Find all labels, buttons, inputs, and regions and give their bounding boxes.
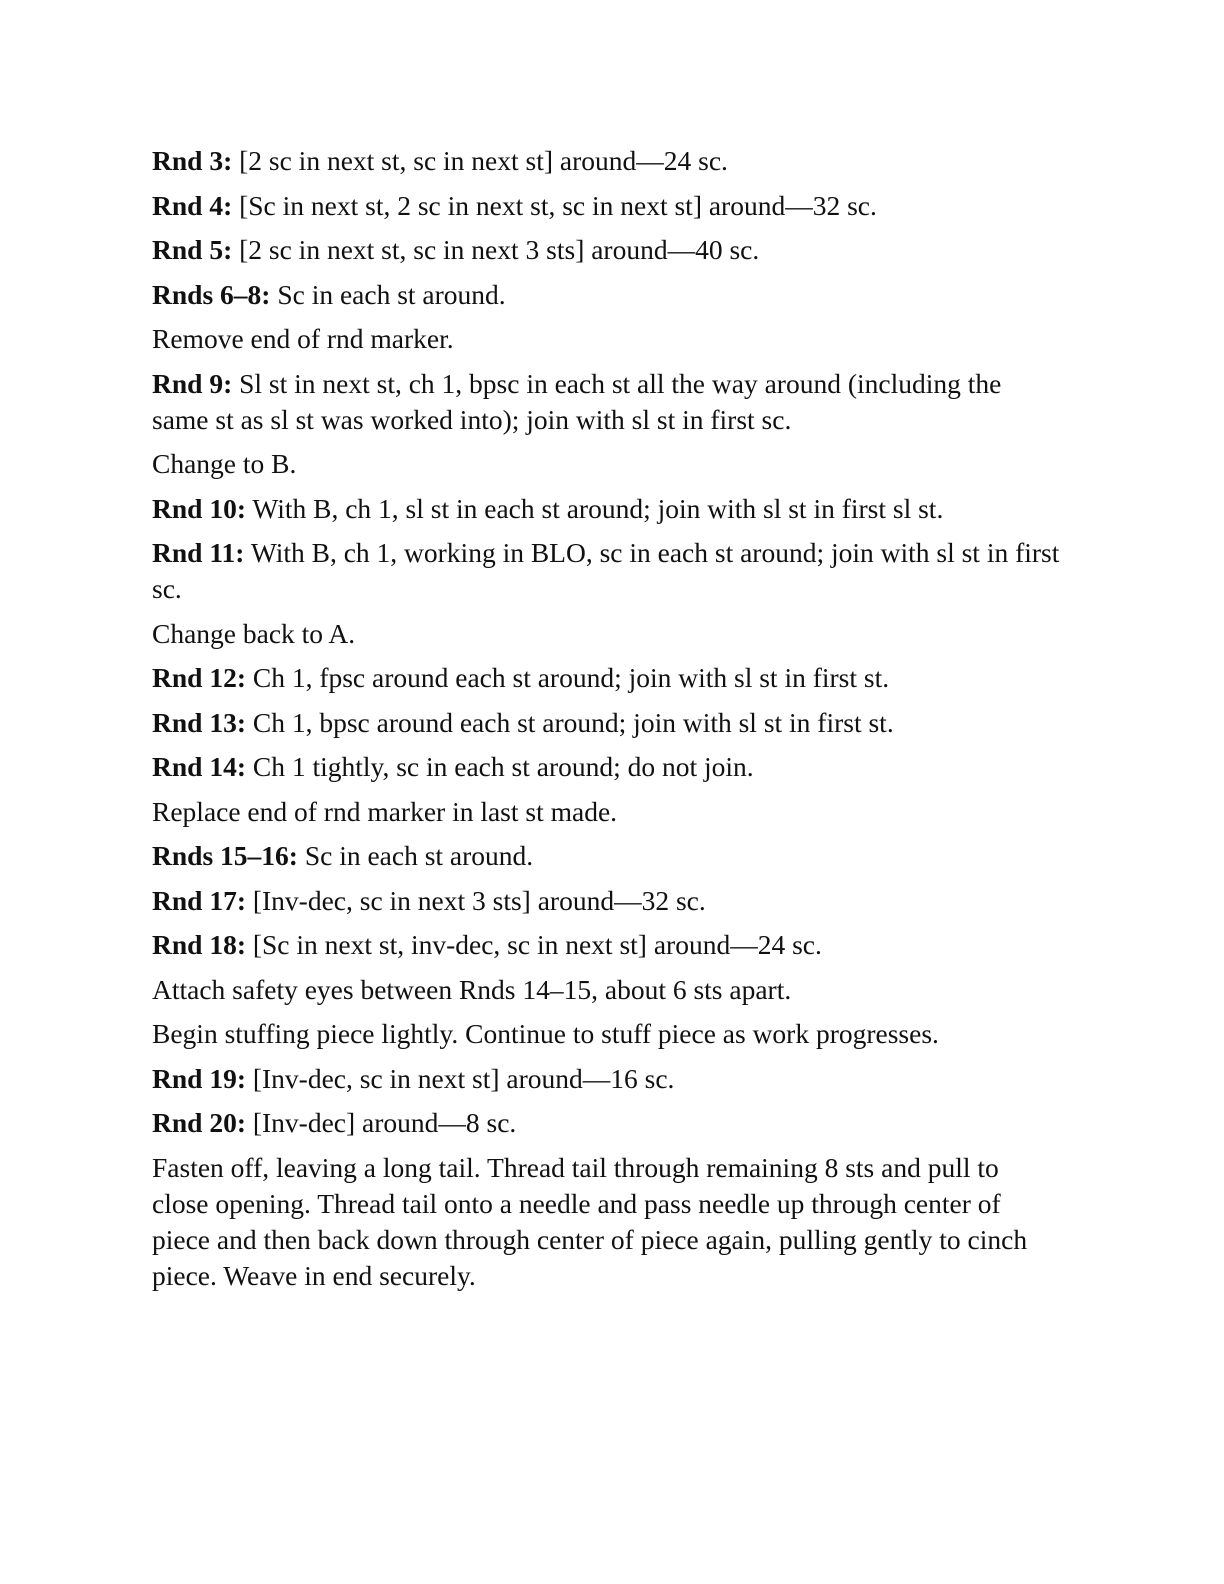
instruction-rnd-13 (152, 705, 1062, 741)
instruction-text: Change to B. (152, 448, 297, 479)
instruction-label: Rnd 12: (152, 662, 246, 693)
instruction-rnd-10 (152, 491, 1062, 527)
instruction-text: Ch 1, bpsc around each st around; join with sl st in first st. (245, 706, 894, 738)
instruction-label: Rnd 17: (152, 884, 246, 916)
instruction-text: [Sc in next st, inv-dec, sc in next st] around—24 sc. (245, 929, 822, 960)
instruction-rnd-14 (152, 749, 1062, 785)
instruction-text: Sl st in next st, ch 1, bpsc in each st all the way around (including the same st as sl st was worked into); join with sl st in first sc. (152, 367, 1002, 435)
instruction-label: Rnd 18: (152, 929, 246, 960)
instruction-text: Sc in each st around. (297, 840, 534, 871)
instruction-text: Remove end of rnd marker. (152, 323, 454, 354)
instruction-label: Rnd 10: (152, 492, 246, 524)
instruction-rnd-5 (152, 232, 1062, 268)
instruction-text: Attach safety eyes between Rnds 14–15, about 6 sts apart. (152, 973, 792, 1005)
instruction-label: Rnds 6–8: (152, 278, 271, 310)
instruction-text: Begin stuffing piece lightly. Continue to stuff piece as work progresses. (152, 1018, 939, 1049)
instruction-text: Ch 1, fpsc around each st around; join with sl st in first st. (245, 662, 890, 693)
instruction-text: [2 sc in next st, sc in next 3 sts] around—40 sc. (232, 234, 760, 265)
instruction-text: Sc in each st around. (270, 278, 506, 310)
instruction-label: Rnd 14: (152, 751, 246, 782)
instruction-rnd-4 (152, 188, 1062, 224)
instruction-text: [2 sc in next st, sc in next st] around—24 sc. (232, 145, 728, 176)
instruction-label: Rnd 19: (152, 1062, 246, 1094)
instruction-text: [Inv-dec, sc in next st] around—16 sc. (245, 1062, 675, 1094)
instruction-note (152, 972, 1062, 1008)
instruction-note (152, 1016, 1062, 1052)
instruction-label: Rnd 5: (152, 234, 233, 265)
instruction-label: Rnd 4: (152, 189, 233, 221)
instruction-rnd-3 (152, 143, 1062, 179)
instruction-rnd-18 (152, 927, 1062, 963)
instruction-rnd-12 (152, 660, 1062, 696)
instruction-label: Rnd 3: (152, 145, 233, 176)
instruction-text: Change back to A. (152, 617, 356, 649)
instruction-label: Rnd 9: (152, 367, 233, 399)
instruction-note (152, 321, 1062, 357)
instruction-note (152, 794, 1062, 830)
instruction-rnd-19 (152, 1061, 1062, 1097)
instruction-rnd-17 (152, 883, 1062, 919)
instruction-label: Rnds 15–16: (152, 840, 298, 871)
instruction-text: Ch 1 tightly, sc in each st around; do not join. (245, 751, 754, 782)
instruction-label: Rnd 20: (152, 1107, 246, 1138)
instruction-text: [Inv-dec, sc in next 3 sts] around—32 sc. (245, 884, 706, 916)
instruction-rnds-15-16 (152, 838, 1062, 874)
instruction-text: Replace end of rnd marker in last st made. (152, 795, 618, 827)
instruction-rnd-20 (152, 1105, 1062, 1141)
instruction-note (152, 616, 1062, 652)
instruction-text: With B, ch 1, working in BLO, sc in each st around; join with sl st in first sc. (152, 537, 1060, 604)
document-page (152, 143, 1062, 1302)
instruction-text: [Sc in next st, 2 sc in next st, sc in next st] around—32 sc. (232, 189, 877, 221)
instruction-rnd-11 (152, 535, 1062, 607)
instruction-text: [Inv-dec] around—8 sc. (245, 1107, 517, 1138)
instruction-finishing (152, 1150, 1062, 1294)
instruction-label: Rnd 13: (152, 706, 246, 738)
instruction-text: With B, ch 1, sl st in each st around; join with sl st in first sl st. (245, 492, 944, 524)
instruction-note (152, 446, 1062, 482)
instruction-text: Fasten off, leaving a long tail. Thread tail through remaining 8 sts and pull to close opening. Thread tail onto a needle and pass needle up through center of piece and then back down through center of piece again, pulling gently to cinch piece. Weave in end securely. (152, 1151, 1028, 1291)
instruction-rnds-6-8 (152, 277, 1062, 313)
instruction-rnd-9 (152, 366, 1062, 438)
instruction-label: Rnd 11: (152, 537, 245, 568)
